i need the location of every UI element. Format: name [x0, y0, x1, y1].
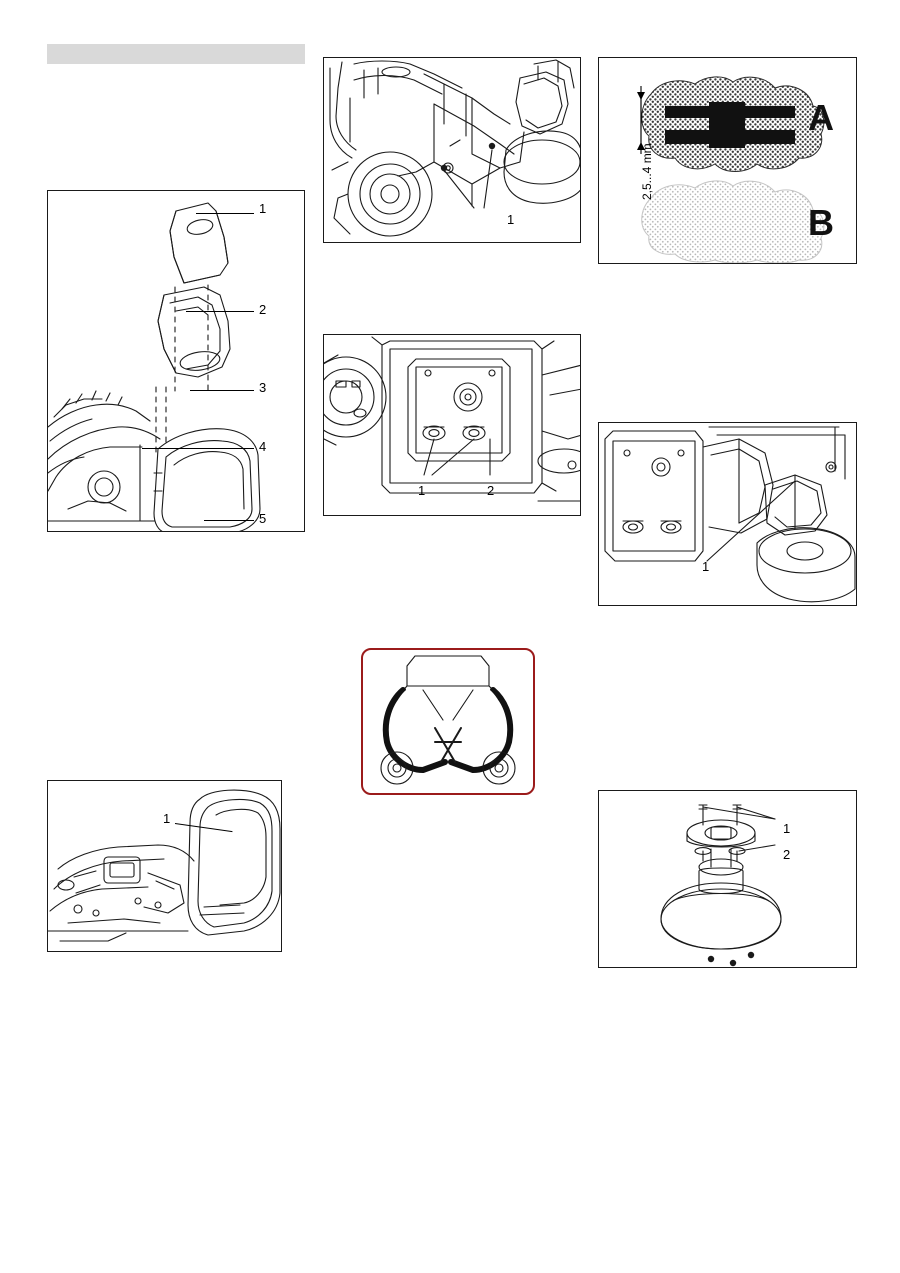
side-broom-detail-figure — [598, 422, 857, 606]
sweeping-pattern-highlight-figure — [361, 648, 535, 795]
page-header-bar — [47, 44, 305, 64]
callout-1-filter: 1 — [259, 201, 267, 216]
callout-2-exploded: 2 — [783, 847, 791, 862]
callout-5-filter: 5 — [259, 511, 267, 526]
leader-line-3-filter — [190, 390, 254, 391]
roller-broom-fasteners-figure — [323, 334, 581, 516]
side-broom-mount-figure — [323, 57, 581, 243]
callout-1-hood: 1 — [163, 811, 171, 826]
leader-line-1-filter — [196, 213, 254, 214]
callout-3-filter: 3 — [259, 380, 267, 395]
pattern-letter-b: B — [808, 202, 834, 243]
callout-2-roller: 2 — [487, 483, 495, 498]
callout-4-filter: 4 — [259, 439, 267, 454]
callout-1-exploded: 1 — [783, 821, 791, 836]
machine-hood-open-figure — [47, 780, 282, 952]
callout-1-side-broom-mount: 1 — [507, 212, 515, 227]
leader-line-2-filter — [186, 311, 254, 312]
leader-line-4-filter — [142, 448, 254, 449]
pattern-letter-a: A — [808, 97, 834, 138]
dust-filter-assembly-figure — [47, 190, 305, 532]
side-broom-exploded-figure — [598, 790, 857, 968]
callout-1-side-broom-detail: 1 — [702, 559, 710, 574]
callout-1-roller: 1 — [418, 483, 426, 498]
callout-2-filter: 2 — [259, 302, 267, 317]
pattern-dimension-label: 2,5...4 mm — [640, 143, 654, 200]
leader-line-5-filter — [204, 520, 254, 521]
